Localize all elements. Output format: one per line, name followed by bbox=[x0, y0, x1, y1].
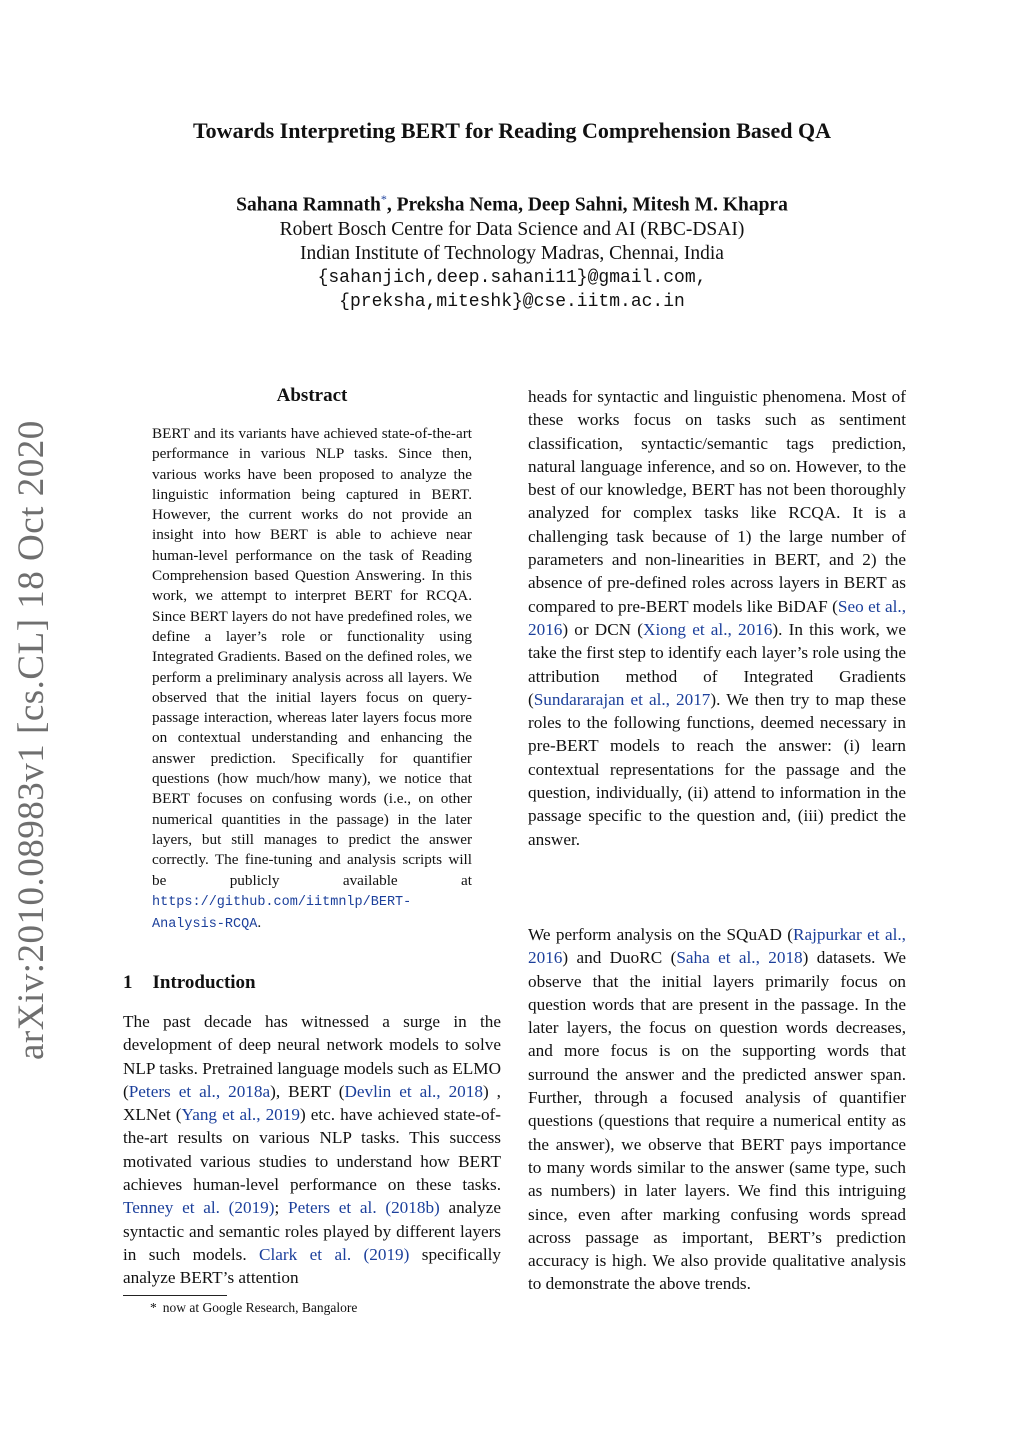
arxiv-identifier: arXiv:2010.08983v1 [cs.CL] 18 Oct 2020 bbox=[11, 420, 52, 1060]
citation-link[interactable]: Peters et al., 2018a bbox=[128, 1081, 271, 1101]
introduction-paragraph bbox=[123, 1010, 501, 1290]
paper-title: Towards Interpreting BERT for Reading Comprehension Based QA bbox=[193, 118, 831, 143]
section-heading-introduction bbox=[123, 972, 256, 994]
text-run: specifically analyze BERT’s attention bbox=[123, 1244, 501, 1288]
citation-link[interactable]: Xiong et al., 2016 bbox=[643, 619, 773, 639]
email-line-2: {preksha,miteshk}@cse.iitm.ac.in bbox=[339, 291, 685, 312]
footnote-mark: * bbox=[150, 1300, 157, 1315]
code-url-link[interactable]: https://github.com/iitmnlp/BERT-Analysis-RCQA bbox=[152, 894, 412, 933]
citation-link[interactable]: Yang et al., 2019 bbox=[181, 1105, 300, 1125]
section-title: Introduction bbox=[152, 972, 256, 993]
author-footnote-mark[interactable]: * bbox=[380, 192, 387, 206]
citation-link[interactable]: Peters et al. (2018b) bbox=[288, 1198, 440, 1218]
abstract-body bbox=[152, 424, 472, 935]
text-run: ) or DCN ( bbox=[562, 619, 644, 639]
text-run: ) etc. have achieved state-of-the-art results on various NLP tasks. This success motivated various studies to understand how BERT achieves human-level performance on these tasks. bbox=[123, 1105, 501, 1195]
citation-link[interactable]: Devlin et al., 2018 bbox=[344, 1081, 483, 1101]
text-run: heads for syntactic and linguistic phenomena. Most of these works focus on tasks such as sentiment classification, syntactic/semantic tags prediction, natural language inference, and so on. However, to the best of our knowledge, BERT has not been thoroughly analyzed for complex tasks like RCQA. It is a challenging task because of 1) the large number of parameters and non-linearities in BERT, and 2) the absence of pre-defined roles across layers in BERT as compared to pre-BERT models like BiDAF ( bbox=[528, 387, 906, 616]
author-block bbox=[0, 187, 1024, 314]
text-run: ) and DuoRC ( bbox=[562, 948, 677, 968]
abstract-text: BERT and its variants have achieved state-of-the-art performance in various NLP tasks. Since then, various works have been proposed to analyze the linguistic information being captured in BERT. However, the current works do not provide an insight into how BERT is able to achieve near human-level performance on the task of Reading Comprehension based Question Answering. In this work, we attempt to interpret BERT for RCQA. Since BERT layers do not have predefined roles, we define a layer’s role or functionality using Integrated Gradients. Based on the defined roles, we perform a preliminary analysis across all layers. We observed that the initial layers focus on query-passage interaction, whereas later layers focus more on contextual understanding and enhancing the answer prediction. Specifically for quantifier questions (how much/how many), we notice that BERT focuses on confusing words (i.e., on other numerical quantities in the passage) in the later layers, but still manages to predict the answer correctly. The fine-tuning and analysis scripts will be publicly available at bbox=[152, 425, 472, 889]
text-run: ). In this work, we take the first step to identify each layer’s role using the attribution method of Integrated Gradients ( bbox=[528, 619, 906, 709]
citation-link[interactable]: Rajpurkar et al., 2016 bbox=[528, 925, 906, 968]
email-line-1: {sahanjich,deep.sahani11}@gmail.com, bbox=[317, 267, 707, 288]
citation-link[interactable]: Clark et al. (2019) bbox=[259, 1244, 410, 1264]
author-first: Sahana Ramnath bbox=[236, 194, 381, 216]
text-run: We perform analysis on the SQuAD ( bbox=[528, 925, 794, 944]
author-names bbox=[0, 187, 1024, 218]
footnote bbox=[150, 1300, 357, 1316]
affiliation-line-1: Robert Bosch Centre for Data Science and AI (RBC-DSAI) bbox=[279, 218, 745, 240]
citation-link[interactable]: Tenney et al. (2019) bbox=[123, 1198, 275, 1218]
footnote-rule bbox=[123, 1295, 227, 1296]
right-column-paragraph-1 bbox=[528, 385, 906, 851]
text-run: analyze syntactic and semantic roles played by different layers in such models. bbox=[123, 1198, 502, 1264]
affiliation-line-2: Indian Institute of Technology Madras, Chennai, India bbox=[300, 242, 724, 264]
text-run: The past decade has witnessed a surge in the development of deep neural network models to solve NLP tasks. Pretrained language models such as ELMO ( bbox=[123, 1012, 501, 1101]
footnote-text: now at Google Research, Bangalore bbox=[162, 1300, 358, 1315]
citation-link[interactable]: Seo et al., 2016 bbox=[528, 596, 906, 639]
section-number: 1 bbox=[123, 972, 133, 993]
text-run: ) datasets. We observe that the initial layers primarily focus on question words that are present in the passage. In the later layers, the focus on question words decreases, and more focus is on the supporting words that surround the answer and the predicted answer span. Further, through a focused analysis of quantifier questions (questions that require a numerical entity as the answer), we observe that BERT pays importance to many words similar to the answer (same type, such as numbers) in later layers. We find this intriguing since, even after marking confusing words spread across passage as important, BERT’s prediction accuracy is high. We also provide qualitative analysis to demonstrate the above trends. bbox=[528, 948, 907, 1294]
abstract-end: . bbox=[257, 914, 262, 932]
text-run: ) , XLNet ( bbox=[123, 1081, 501, 1125]
text-run: ; bbox=[274, 1198, 289, 1218]
abstract-heading: Abstract bbox=[276, 385, 348, 406]
text-run: ). We then try to map these roles to the following functions, deemed necessary in pre-BERT models to reach the answer: (i) learn contextual representations for the passage and the question, individually, (ii) attend to information in the passage specific to the question and, (iii) predict the answer. bbox=[528, 689, 906, 849]
citation-link[interactable]: Saha et al., 2018 bbox=[676, 948, 803, 968]
author-rest: , Preksha Nema, Deep Sahni, Mitesh M. Khapra bbox=[386, 194, 788, 216]
right-column-paragraph-2 bbox=[528, 923, 906, 1296]
text-run: ), BERT ( bbox=[270, 1081, 345, 1101]
citation-link[interactable]: Sundararajan et al., 2017 bbox=[533, 689, 711, 709]
